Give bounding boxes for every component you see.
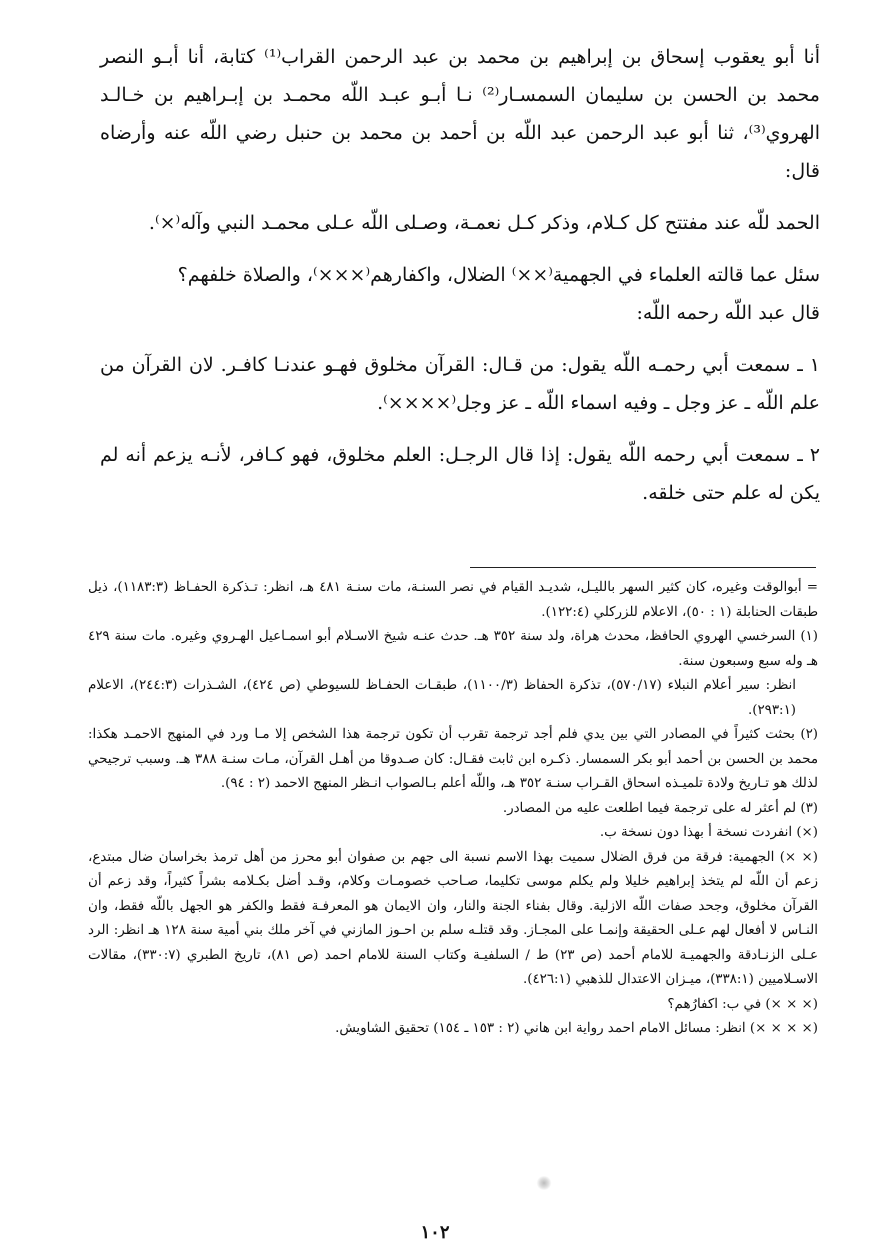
footnote-divider xyxy=(470,567,816,568)
page-number: ١٠٢ xyxy=(420,1222,450,1243)
footnote-x1: (×) انفردت نسخة أ بهذا دون نسخة ب. xyxy=(599,825,818,840)
statement-1: ١ ـ سمعت أبي رحمـه اللّه يقول: من قـال: القرآن مخلوق فهـو عندنـا كافـر. لان القرآن من علم اللّه ـ عز وجل ـ وفيه اسماء اللّه ـ عز وجل⁽××××⁾. xyxy=(100,354,820,414)
footnote-3: (٣) لم أعثر له على ترجمة فيما اطلعت عليه من المصادر. xyxy=(502,800,818,816)
narrator-line: قال عبد اللّه رحمه اللّه: xyxy=(636,302,820,324)
footnote-x4: (× × × ×) انظر: مسائل الامام احمد رواية ابن هاني (٢ : ١٥٣ ـ ١٥٤) تحقيق الشاويش. xyxy=(335,1021,818,1036)
footnote-1: (١) السرخسي الهروي الحافظ، محدث هراة، ولد سنة ٣٥٢ هـ. حدث عنـه شيخ الاسـلام أبو اسمـاعيل الهـروي وغيره. مات سنة ٤٢٩ هـ وله سبع وسبعون سنة. xyxy=(88,629,818,669)
isnad-paragraph: أنا أبو يعقوب إسحاق بن إبراهيم بن محمد بن عبد الرحمن القراب⁽¹⁾ كتابة، أنا أبـو النصر محمد بن الحسن بن سليمان السمسـار⁽²⁾ نـا أبـو عبـد اللّه محمـد بن إبـراهيم بن خـالـد الهروي⁽³⁾، ثنا أبو عبد الرحمن عبد اللّه بن أحمد بن محمد بن حنبل رضي اللّه عنه وأرضاه قال: xyxy=(100,46,820,182)
footnote-continued: = أبوالوقت وغيره، كان كثير السهر بالليـل، شديـد القيام في نصر السنـة، مات سنـة ٤٨١ هـ، انظر: تـذكرة الحفـاظ (١١٨٣:٣)، ذيل طبقات الحنابلة (١ : ٥٠)، الاعلام للزركلي (١٢٢:٤). xyxy=(88,580,818,620)
statement-2: ٢ ـ سمعت أبي رحمه اللّه يقول: إذا قال الرجـل: العلم مخلوق، فهو كـافر، لأنـه يزعم أنه لم يكن له علم حتى خلقه. xyxy=(100,444,820,504)
footnote-x2: (× ×) الجهمية: فرقة من فرق الضلال سميت بهذا الاسم نسبة الى جهم بن صفوان أبو محرز من أهل ترمذ بخراسان ضال مبتدع، زعم أن اللّه لم يتخذ إبراهيم خليلا ولم يكلم موسى تكليما، صـاحب خصومـات وكلام، وقـد أضل بكـلامه بشراً كثيراً، وقد زعم أن القرآن مخلوق، وجحد صفات اللّه الازلية. وقال بفناء الجنة والنار، وان الايمان هو المعرفـة فقط والكفر هو الجهل باللّه فقط، وان النـاس لا أفعال لهم عـلى الحقيقة وإنمـا على المجـاز. وقد قتلـه سلم بن احـوز المازني في آخر ملك بني أمية سنة ١٢٨ هـ انظر: الرد عـلى الزنـادقة والجهميـة للامام أحمد (ص ٢٣) ط / السلفيـة وكتاب السنة للامام احمد (ص ٨١)، تاريخ الطبري (٣٣٠:٧)، مقالات الاسـلاميين (٣٣٨:١)، ميـزان الاعتدال للذهبي (٤٢٦:١). xyxy=(88,849,818,987)
footnote-1-sources: انظر: سير أعلام النبلاء (٥٧٠/١٧)، تذكرة الحفاظ (١١٠٠/٣)، طبقـات الحفـاظ للسيوطي (ص ٤٢٤)، الشـذرات (٢٤٤:٣)، الاعلام (٢٩٣:١). xyxy=(88,678,797,718)
footnote-2: (٢) بحثت كثيراً في المصادر التي بين يدي فلم أجد ترجمة تقرب أن تكون ترجمة هذا الشخص إلا مـا ورد في المنهج الاحمـد هكذا: محمد بن الحسن بن أحمد أبو بكر السمسار. ذكـره ابن ثابت فقـال: كان صـدوقا من أهـل القرآن، مـات سنـة ٣٨٨ هـ. وسبب ترجيحي لذلك هو تـاريخ ولادة تلميـذه اسحاق القـراب سنـة ٣٥٢ هـ، واللّه أعلم بـالصواب انـظر المنهج الاحمد (٢ : ٩٤). xyxy=(88,727,818,791)
footnote-x3: (× × ×) في ب: اكفارُهم؟ xyxy=(667,996,818,1012)
opening-praise: الحمد للّه عند مفتتح كل كـلام، وذكر كـل نعمـة، وصـلى اللّه عـلى محمـد النبي وآله⁽×⁾. xyxy=(148,212,820,234)
question-paragraph: سئل عما قالته العلماء في الجهمية⁽××⁾ الضلال، واكفارهم⁽×××⁾، والصلاة خلفهم؟ xyxy=(177,264,820,286)
scan-speck xyxy=(536,1176,552,1190)
main-text xyxy=(100,38,820,512)
footnotes xyxy=(88,576,818,1042)
